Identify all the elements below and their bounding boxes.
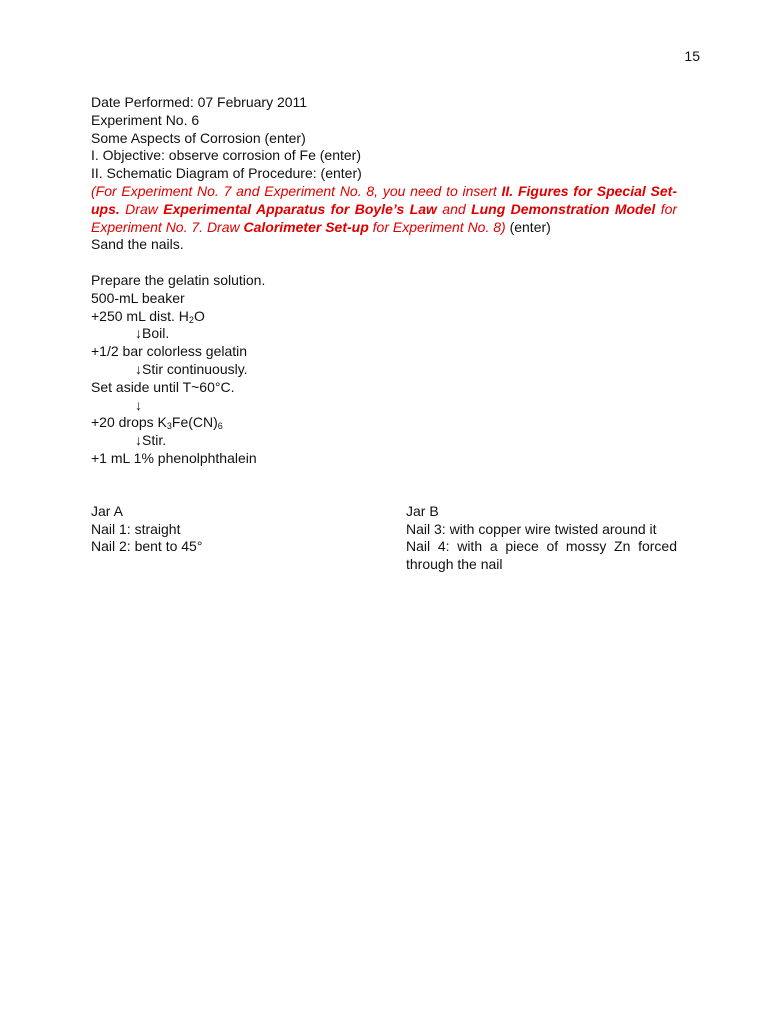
step-ferricyanide (91, 414, 677, 432)
schematic-heading: II. Schematic Diagram of Procedure: (enter) (91, 165, 362, 182)
note-bold-calorimeter: Calorimeter Set-up (243, 218, 369, 235)
nail-2: Nail 2: bent to 45° (91, 538, 203, 555)
note-bold-figures: II. Figures for Special Set-ups. (91, 182, 677, 217)
note-enter: (enter) (505, 218, 551, 235)
note-bold-lung: Lung Demonstration Model (471, 200, 656, 217)
note-text-2: Draw (119, 200, 164, 217)
step-beaker: 500-mL beaker (91, 289, 185, 306)
jar-b (406, 503, 677, 574)
sand-nails: Sand the nails. (91, 236, 184, 253)
document-body (91, 94, 677, 574)
page-number: 15 (684, 48, 700, 64)
step-water (91, 308, 677, 326)
k3-subscript: 3 (166, 421, 172, 432)
date-performed: Date Performed: 07 February 2011 (91, 94, 308, 110)
special-setups-note (91, 183, 677, 236)
step-stir: ↓Stir. (135, 432, 167, 449)
nail-3: Nail 3: with copper wire twisted around it (406, 520, 657, 537)
note-text-5: for Experiment No. 8) (368, 218, 506, 235)
step-set-aside: Set aside until T~60°C. (91, 378, 235, 395)
jars-section (91, 503, 677, 574)
note-text-1: (For Experiment No. 7 and Experiment No. 8, you need to insert (91, 182, 502, 199)
water-subscript: 2 (188, 314, 194, 325)
jar-a (91, 503, 362, 574)
jar-b-title: Jar B (406, 502, 439, 519)
procedure-title: Prepare the gelatin solution. (91, 271, 266, 288)
fecn-text: Fe(CN) (171, 414, 218, 431)
water-suffix: O (193, 307, 205, 324)
note-text-4: for Experiment No. 7. Draw (91, 200, 678, 235)
down-arrow: ↓ (135, 396, 142, 413)
step-gelatin: +1/2 bar colorless gelatin (91, 343, 248, 360)
water-text: +250 mL dist. H (91, 307, 189, 324)
nail-1: Nail 1: straight (91, 520, 181, 537)
note-text-3: and (436, 200, 472, 217)
jar-a-title: Jar A (91, 502, 123, 519)
note-bold-boyles: Experimental Apparatus for Boyle’s Law (163, 200, 437, 217)
step-stir-continuously: ↓Stir continuously. (135, 360, 248, 377)
experiment-number: Experiment No. 6 (91, 111, 200, 128)
nail-4: Nail 4: with a piece of mossy Zn forced through the nail (406, 538, 677, 573)
experiment-title: Some Aspects of Corrosion (enter) (91, 129, 306, 146)
k3-text: +20 drops K (91, 414, 167, 431)
objective: I. Objective: observe corrosion of Fe (enter) (91, 147, 361, 164)
step-phenolphthalein: +1 mL 1% phenolphthalein (91, 449, 257, 466)
step-boil: ↓Boil. (135, 325, 170, 342)
cn6-subscript: 6 (217, 421, 223, 432)
